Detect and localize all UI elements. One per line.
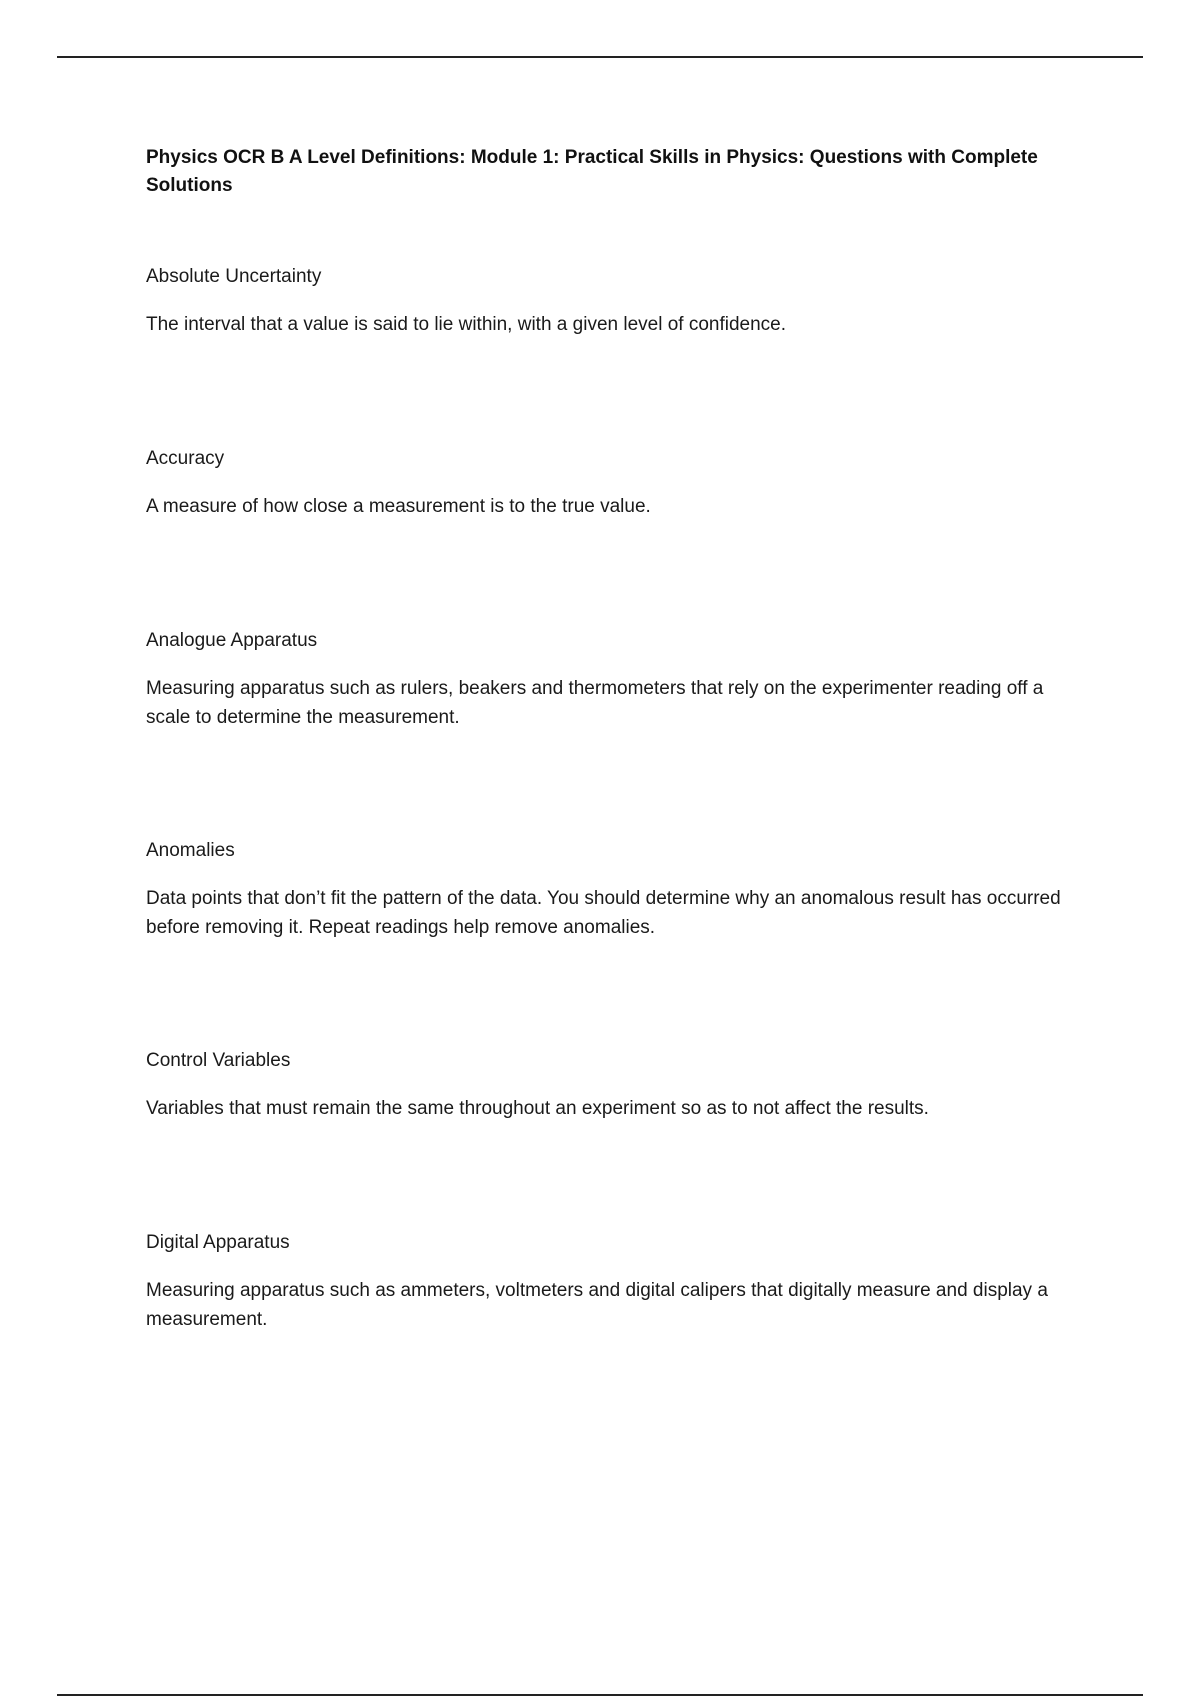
term-heading: Digital Apparatus xyxy=(146,1232,290,1253)
term-heading: Control Variables xyxy=(146,1050,291,1071)
term-definition: The interval that a value is said to lie within, with a given level of confidence. xyxy=(146,314,787,335)
term-definition: Measuring apparatus such as rulers, beakers and thermometers that rely on the experimenter reading off a scale to determine the measurement. xyxy=(146,678,1044,728)
term-definition: Measuring apparatus such as ammeters, voltmeters and digital calipers that digitally measure and display a measurement. xyxy=(146,1280,1048,1330)
term-definition: Data points that don’t fit the pattern of the data. You should determine why an anomalous result has occurred before removing it. Repeat readings help remove anomalies. xyxy=(146,888,1061,938)
definition-entry-anomalies xyxy=(146,838,1076,942)
term-heading: Absolute Uncertainty xyxy=(146,266,322,287)
footer-rule xyxy=(57,1694,1143,1696)
term-definition: Variables that must remain the same throughout an experiment so as to not affect the results. xyxy=(146,1098,929,1119)
term-heading: Analogue Apparatus xyxy=(146,630,318,651)
term-heading: Accuracy xyxy=(146,448,225,469)
definition-entry-digital-apparatus xyxy=(146,1230,1076,1334)
definition-entry-absolute-uncertainty xyxy=(146,264,1076,339)
document-title: Physics OCR B A Level Definitions: Module 1: Practical Skills in Physics: Questions with Complete Solutions xyxy=(146,147,1038,196)
definition-entry-control-variables xyxy=(146,1048,1076,1123)
definition-entry-accuracy xyxy=(146,446,1076,521)
term-heading: Anomalies xyxy=(146,840,235,861)
definition-entry-analogue-apparatus xyxy=(146,628,1076,732)
header-rule xyxy=(57,56,1143,58)
term-definition: A measure of how close a measurement is to the true value. xyxy=(146,496,651,517)
